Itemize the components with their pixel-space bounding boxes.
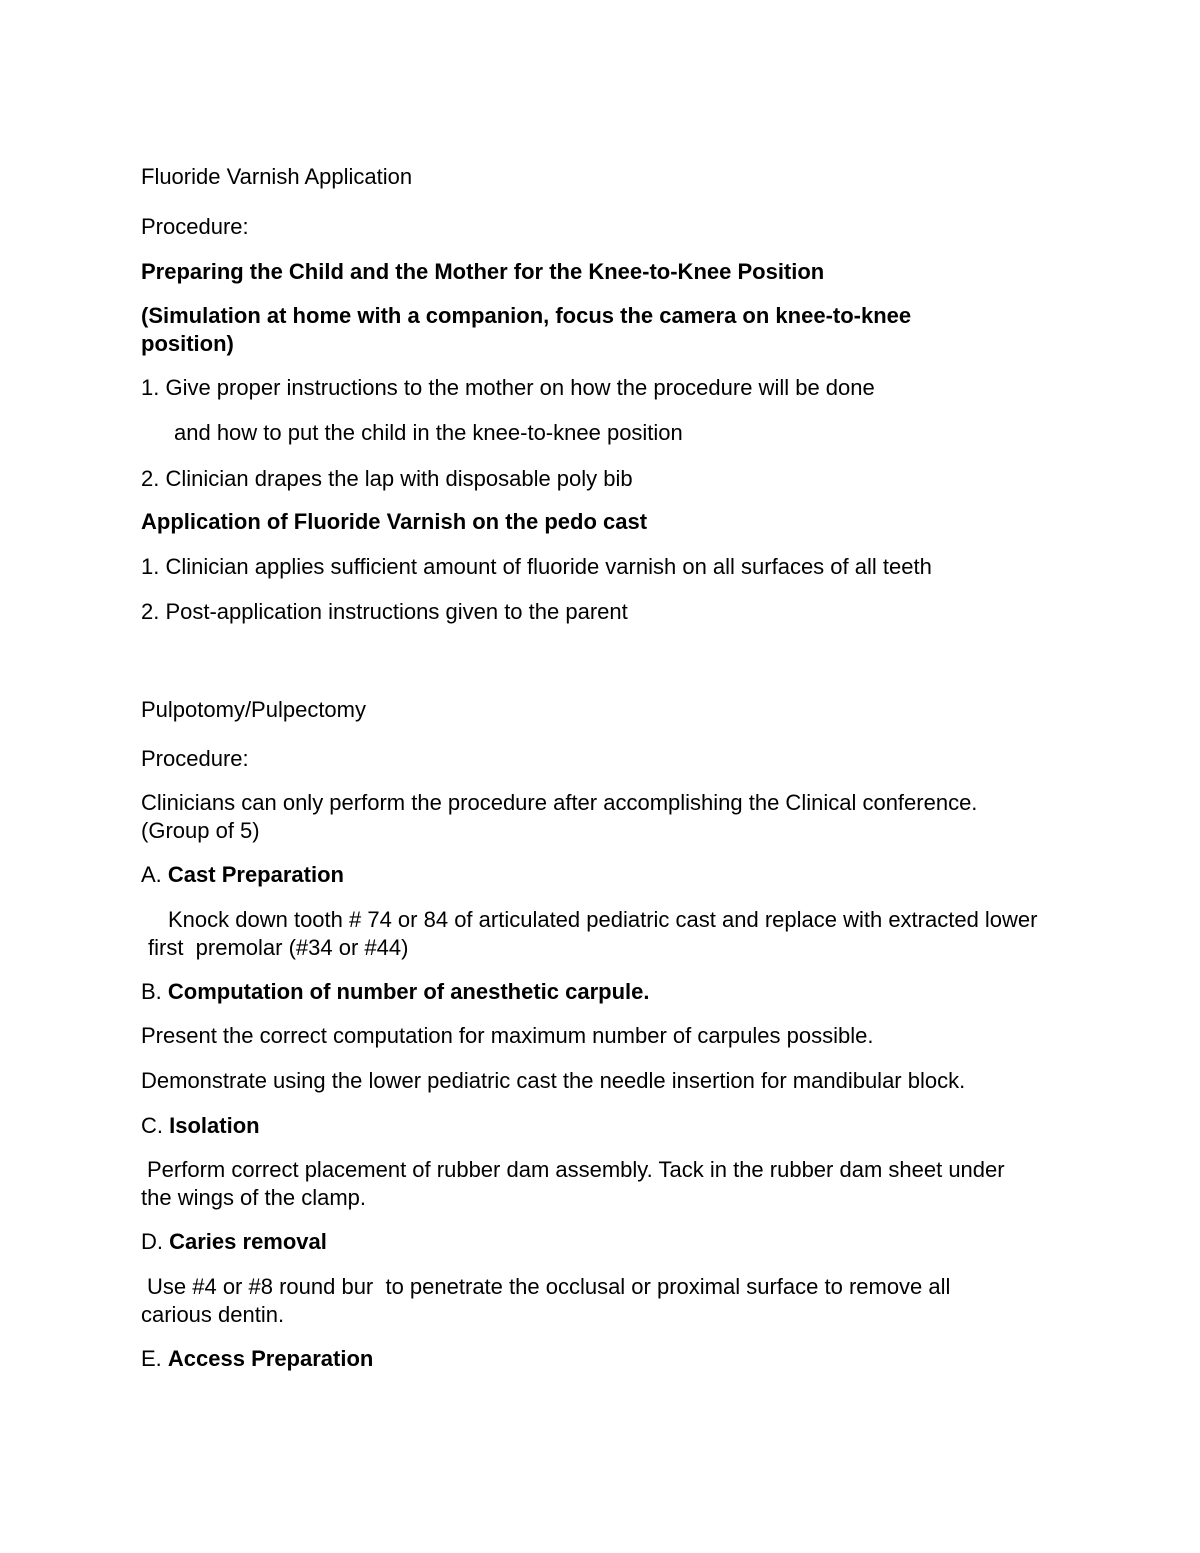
item-a-body: Knock down tooth # 74 or 84 of articulated pediatric cast and replace with extracted lower first premolar (#34 or #44) [148, 907, 1044, 960]
item-letter: E. [141, 1346, 168, 1371]
item-e-heading [141, 1345, 1061, 1373]
item-d-heading [141, 1228, 1061, 1256]
heading-preparing-child: Preparing the Child and the Mother for the Knee-to-Knee Position [141, 259, 825, 284]
item-heading: Caries removal [169, 1229, 327, 1254]
item-heading: Isolation [169, 1113, 260, 1138]
heading-application: Application of Fluoride Varnish on the pedo cast [141, 509, 648, 534]
item-heading: Computation of number of anesthetic carpule. [167, 979, 650, 1004]
step-2: 2. Clinician drapes the lap with disposable poly bib [141, 466, 633, 491]
heading-simulation-note: (Simulation at home with a companion, focus the camera on knee-to-knee position) [141, 303, 918, 356]
item-letter: D. [141, 1229, 170, 1254]
pulpotomy-intro: Clinicians can only perform the procedure after accomplishing the Clinical conference. (Group of 5) [141, 790, 984, 843]
application-step-2: 2. Post-application instructions given to the parent [141, 599, 628, 624]
item-b-body-2: Demonstrate using the lower pediatric cast the needle insertion for mandibular block. [141, 1068, 966, 1093]
section-title-pulpotomy: Pulpotomy/Pulpectomy [141, 697, 366, 722]
application-step-1: 1. Clinician applies sufficient amount of fluoride varnish on all surfaces of all teeth [141, 554, 932, 579]
item-letter: B. [141, 979, 168, 1004]
item-b-body-1: Present the correct computation for maximum number of carpules possible. [141, 1023, 874, 1048]
step-1-line-2: and how to put the child in the knee-to-knee position [174, 420, 683, 445]
item-c-body: Perform correct placement of rubber dam assembly. Tack in the rubber dam sheet under the wings of the clamp. [141, 1157, 1011, 1210]
procedure-label-2: Procedure: [141, 746, 249, 771]
item-b-heading [141, 978, 1061, 1006]
section-title-fluoride: Fluoride Varnish Application [141, 164, 413, 189]
procedure-label: Procedure: [141, 214, 249, 239]
item-d-body: Use #4 or #8 round bur to penetrate the occlusal or proximal surface to remove all carious dentin. [141, 1274, 957, 1327]
item-a-heading [141, 861, 1061, 889]
item-letter: C. [141, 1113, 170, 1138]
item-heading: Access Preparation [167, 1346, 374, 1371]
item-c-heading [141, 1112, 1061, 1140]
item-letter: A. [141, 862, 168, 887]
step-1-line-1: 1. Give proper instructions to the mother on how the procedure will be done [141, 375, 875, 400]
item-heading: Cast Preparation [167, 862, 344, 887]
